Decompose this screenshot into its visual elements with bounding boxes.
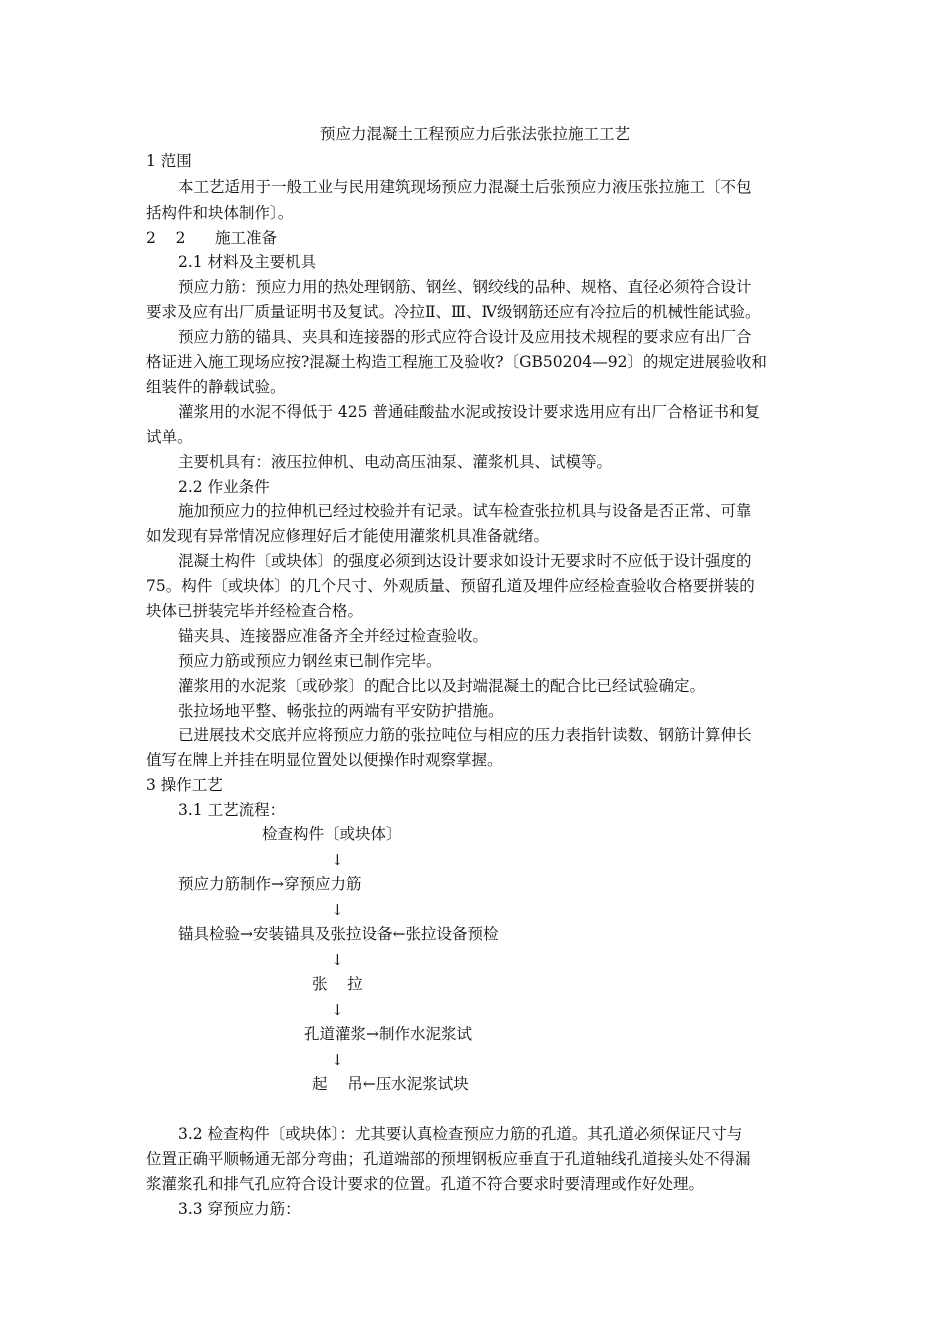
flow-arrow-down-icon: ↓ [331, 901, 344, 919]
paragraph-line: 括构件和块体制作〕。 [146, 204, 294, 222]
subsection-heading: 3.1 工艺流程： [178, 801, 286, 819]
subsection-heading: 2.2 作业条件 [178, 478, 270, 496]
paragraph-line: 施加预应力的拉伸机已经过校验并有记录。试车检查张拉机具与设备是否正常、可靠 [178, 502, 752, 520]
section-heading: 1 范围 [146, 152, 192, 170]
flow-arrow-down-icon: ↓ [331, 951, 344, 969]
paragraph-line: 混凝土构件〔或块体〕的强度必须到达设计要求如设计无要求时不应低于设计强度的 [178, 552, 752, 570]
paragraph-line: 75。构件〔或块体〕的几个尺寸、外观质量、预留孔道及埋件应经检查验收合格要拼装的 [146, 577, 755, 595]
paragraph-line: 预应力筋或预应力钢丝束已制作完毕。 [178, 652, 442, 670]
flow-step-grouting: 孔道灌浆→制作水泥浆试 [304, 1025, 472, 1043]
flow-step-inspect-member: 检查构件〔或块体〕 [262, 825, 402, 843]
flow-arrow-down-icon: ↓ [331, 851, 344, 869]
section-heading: 2 2 施工准备 [146, 229, 277, 247]
flow-step-lifting: 起 吊←压水泥浆试块 [312, 1075, 469, 1093]
paragraph-line: 预应力筋的锚具、夹具和连接器的形式应符合设计及应用技术规程的要求应有出厂合 [178, 328, 752, 346]
flow-step-anchorage-install: 锚具检验→安装锚具及张拉设备←张拉设备预检 [178, 925, 499, 943]
paragraph-line: 如发现有异常情况应修理好后才能使用灌浆机具准备就绪。 [146, 527, 550, 545]
paragraph-line: 已进展技术交底并应将预应力筋的张拉吨位与相应的压力表指针读数、钢筋计算伸长 [178, 726, 752, 744]
subsection-heading: 3.3 穿预应力筋： [178, 1200, 301, 1218]
paragraph-line: 灌浆用的水泥不得低于 425 普通硅酸盐水泥或按设计要求选用应有出厂合格证书和复 [178, 403, 760, 421]
paragraph-line: 组装件的静载试验。 [146, 378, 286, 396]
paragraph-line: 3.2 检查构件〔或块体〕：尤其要认真检查预应力筋的孔道。其孔道必须保证尺寸与 [178, 1125, 743, 1143]
paragraph-line: 灌浆用的水泥浆〔或砂浆〕的配合比以及封端混凝土的配合比已经试验确定。 [178, 677, 706, 695]
flow-arrow-down-icon: ↓ [331, 1001, 344, 1019]
paragraph-line: 要求及应有出厂质量证明书及复试。冷拉Ⅱ、Ⅲ、Ⅳ级钢筋还应有冷拉后的机械性能试验。 [146, 303, 761, 321]
paragraph-line: 本工艺适用于一般工业与民用建筑现场预应力混凝土后张预应力液压张拉施工〔不包 [178, 178, 752, 196]
flow-arrow-down-icon: ↓ [331, 1051, 344, 1069]
paragraph-line: 锚夹具、连接器应准备齐全并经过检查验收。 [178, 627, 489, 645]
paragraph-line: 块体已拼装完毕并经检查合格。 [146, 602, 364, 620]
subsection-heading: 2.1 材料及主要机具 [178, 253, 317, 271]
paragraph-line: 主要机具有：液压拉伸机、电动高压油泵、灌浆机具、试模等。 [178, 453, 613, 471]
document-title: 预应力混凝土工程预应力后张法张拉施工工艺 [319, 125, 630, 143]
section-heading: 3 操作工艺 [146, 776, 223, 794]
paragraph-line: 浆灌浆孔和排气孔应符合设计要求的位置。孔道不符合要求时要清理或作好处理。 [146, 1175, 705, 1193]
flow-step-tensioning: 张 拉 [312, 975, 363, 993]
paragraph-line: 试单。 [146, 428, 193, 446]
paragraph-line: 预应力筋：预应力用的热处理钢筋、钢丝、钢绞线的品种、规格、直径必须符合设计 [178, 278, 752, 296]
paragraph-line: 张拉场地平整、畅张拉的两端有平安防护措施。 [178, 702, 504, 720]
paragraph-line: 格证进入施工现场应按?混凝土构造工程施工及验收?〔GB50204—92〕的规定进展验收和 [146, 353, 767, 371]
paragraph-line: 值写在牌上并挂在明显位置处以便操作时观察掌握。 [146, 751, 503, 769]
paragraph-line: 位置正确平顺畅通无部分弯曲；孔道端部的预埋钢板应垂直于孔道轴线孔道接头处不得漏 [146, 1150, 751, 1168]
flow-step-tendon-fabrication: 预应力筋制作→穿预应力筋 [178, 875, 362, 893]
